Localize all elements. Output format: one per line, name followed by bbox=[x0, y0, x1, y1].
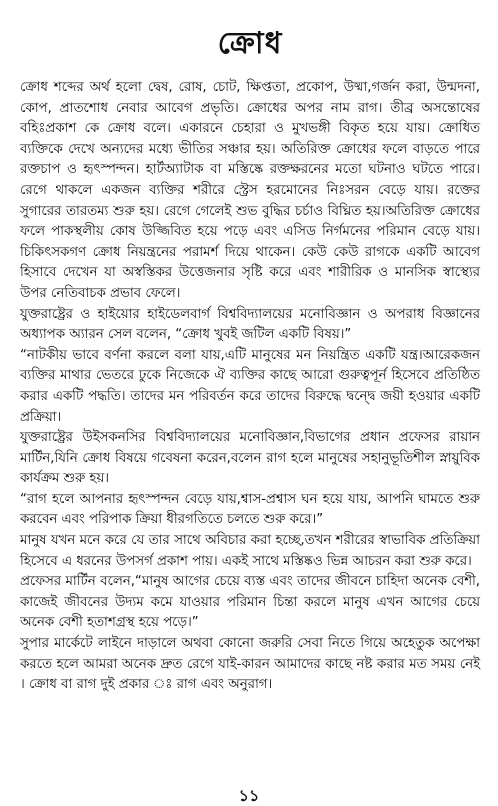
paragraph-ryan-martin: যুক্তরাষ্ট্রের উইসকনসির বিশ্ববিদ্যালয়ের মনোবিজ্ঞান,বিভাগের প্রধান প্রফেসর রায়ান মার্টিন,যিনি ক্রোধ বিষয়ে গবেষনা করেন,বলেন রাগ হলে মানুষের সহানুভূতিশীল স্নায়ুবিক কার্যক্রম শুরু হয়। bbox=[20, 430, 480, 487]
paragraph-heart-rate-quote: “রাগ হলে আপনার হৃৎস্পন্দন বেড়ে যায়,শ্বাস-প্রশ্বাস ঘন হয়ে যায়, আপনি ঘামতে শুরু করবেন এবং পরিপাক ক্রিয়া ধীরগতিতে চলতে শুরু করে।” bbox=[20, 491, 480, 528]
paragraph-injustice-response: মানুষ যখন মনে করে যে তার সাথে অবিচার করা হচ্ছে,তখন শরীরের স্বাভাবিক প্রতিক্রিয়া হিসেবে এ ধরনের উপসর্গ প্রকাশ পায়। একই সাথে মস্তিষ্কও ভিন্ন আচরন করা শুরু করে। bbox=[20, 533, 480, 569]
paragraph-supermarket: সুপার মার্কেটে লাইনে দাড়ালে অথবা কোনো জরুরি সেবা নিতে গিয়ে অহেতুক অপেক্ষা করতে হলে আমরা অনেক দ্রুত রেগে যাই-কারন আমাদের কাছে নষ্ট করার মত সময় নেই । ক্রোধ বা রাগ দুই প্রকার ঃ রাগ এবং অনুরাগ। bbox=[20, 636, 480, 693]
page-number: ১১ bbox=[238, 786, 260, 805]
paragraph-definition: ক্রোধ শব্দের অর্থ হলো দ্বেষ, রোষ, চোট, ক্ষিপ্ততা, প্রকোপ, উষ্মা,গর্জন করা, উন্মদনা, কোপ, প্রাতশোধ নেবার আবেগ প্রভৃতি। ক্রোধের অপর নাম রাগ। তীব্র অসন্তোষের বহিঃপ্রকাশ কে ক্রোধ বলে। একারনে চেহারা ও মুখভঙ্গী বিকৃত হয়ে যায়। ক্রোধিত ব্যক্তিকে দেখে অন্যদের মধ্যে ভীতির সঞ্চার হয়। অতিরিক্ত ক্রোধের ফলে বাড়তে পারে রক্তচাপ ও হৃৎস্পন্দন। হার্টঅ্যাটাক বা মস্তিষ্কে রক্তক্ষরনের মতো ঘটনাও ঘটতে পারে। রেগে থাকলে একজন ব্যক্তির শরীরে স্ট্রেস হরমোনের নিঃসরন বেড়ে যায়। রক্তের সুগারের তারতম্য শুরু হয়। রেগে গেলেই শুভ বুদ্ধির চর্চাও বিঘ্নিত হয়।অতিরিক্ত ক্রোধের ফলে পাকস্থলীয় কোষ উজ্জিবিত হয়ে পড়ে এবং এসিড নির্গমনের পরিমান বেড়ে যায়। চিকিৎসকগণ ক্রোধ নিয়ন্ত্রনের পরামর্শ দিয়ে থাকেন। কেউ কেউ রাগকে একটি আবেগ হিসাবে দেখেন যা অস্বস্তিকর উত্তেজনার সৃষ্টি করে এবং শারীরিক ও মানসিক স্বাস্থ্যের উপর নেতিবাচক প্রভাব ফেলে। bbox=[20, 80, 480, 301]
paragraph-aaron-sell-quote: যুক্তরাষ্ট্রের ও হাইয়োর হাইডেলবার্গ বিশ্ববিদ্যালয়ের মনোবিজ্ঞান ও অপরাধ বিজ্ঞানের অধ্যাপক অ্যারন সেল বলেন, “ক্রোধ খুবই জটিল একটি বিষয়।” bbox=[20, 306, 480, 343]
chapter-title: ক্রোধ bbox=[217, 26, 283, 61]
paragraph-martin-quote: প্রফেসর মার্টিন বলেন,“মানুষ আগের চেয়ে ব্যস্ত এবং তাদের জীবনে চাহিদা অনেক বেশী, কাজেই জীবনের উদ্যম কমে যাওয়ার পরিমান চিন্তা করলে মানুষ এখন আগের চেয়ে অনেক বেশী হতাশগ্রস্থ হয়ে পড়ে।” bbox=[20, 574, 480, 631]
paragraph-dramatic-description: “নাটকীয় ভাবে বর্ণনা করলে বলা যায়,এটি মানুষের মন নিয়ন্ত্রিত একটি যন্ত্র।আরেকজন ব্যক্তির মাথার ভেতরে ঢুকে নিজেকে ঐ ব্যক্তির কাছে আরো গুরুত্বপূর্ন হিসেবে প্রতিষ্ঠিত করার একটি পদ্ধতি। তাদের মন পরিবর্তন করে তাদের বিরুদ্ধে দ্বন্দ্বে জয়ী হওয়ার একটি প্রক্রিয়া। bbox=[20, 347, 480, 425]
